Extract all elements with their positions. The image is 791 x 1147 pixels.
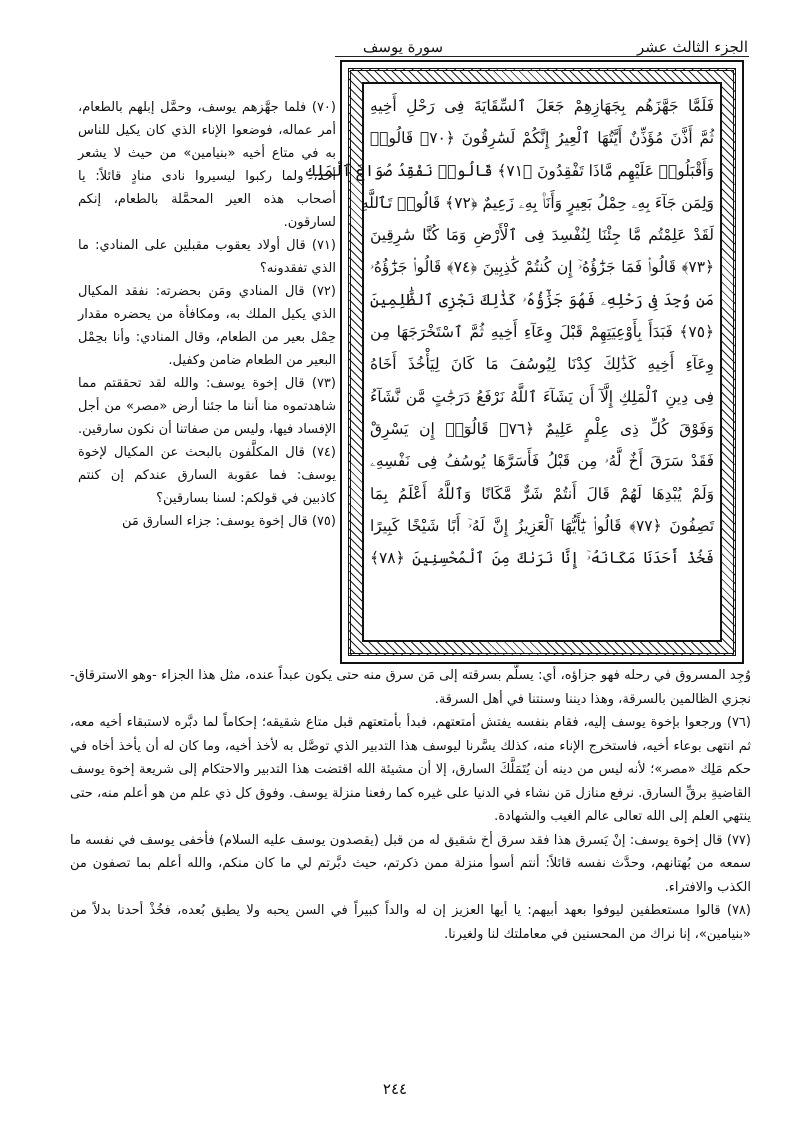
quran-line: وَلِمَن جَآءَ بِهِۦ حِمْلُ بَعِيرٍ وَأَنَا۠ بِهِۦ زَعِيمٌ ﴿٧٢﴾ قَالُوا۟ تَٱللَّهِ: [360, 193, 714, 212]
quran-line: ﴿٧٣﴾ قَالُوا۟ فَمَا جَزَٰٓؤُهُۥٓ إِن كُنتُمْ كَٰذِبِينَ ﴿٧٤﴾ قَالُوا۟ جَزَٰٓؤُهُۥ: [370, 258, 714, 277]
tafsir-paragraph: (٧٥) قال إخوة يوسف: جزاء السارق مَن: [121, 514, 336, 529]
juz-header: الجزء الثالث عشر: [636, 38, 748, 56]
quran-line: تَصِفُونَ ﴿٧٧﴾ قَالُوا۟ يَٰٓأَيُّهَا ٱلْعَزِيزُ إِنَّ لَهُۥٓ أَبًا شَيْخًا كَبِيرًا: [370, 516, 714, 535]
tafsir-paragraph: (٧٢) قال المنادي ومَن بحضرته: نفقد المكيال الذي يكيل الملك به، ومكافأة من يحضره مقدار حِمْل بعير من الطعام، وقال المنادي: وأنا بحِمْل البعير من الطعام ضامن وكفيل.: [78, 284, 336, 368]
quran-line: فَلَمَّا جَهَّزَهُم بِجَهَازِهِمْ جَعَلَ ٱلسِّقَايَةَ فِى رَحْلِ أَخِيهِ: [370, 97, 714, 115]
quran-line: وَأَقْبَلُوا۟ عَلَيْهِم مَّاذَا تَفْقِدُونَ ﴿٧١﴾ قَالُوا۟ نَفْقِدُ صُوَاعَ ٱلْمَلِكِ: [306, 161, 714, 180]
quran-line: وَفَوْقَ كُلِّ ذِى عِلْمٍ عَلِيمٌ ﴿٧٦﴾ قَالُوٓا۟ إِن يَسْرِقْ: [370, 419, 714, 438]
tafsir-paragraph: (٧٨) قالوا مستعطفين ليوفوا بعهد أبيهم: يا أيها العزيز إن له والداً كبيراً في السن يحبه ولا يطيق بُعده، فخُذْ أحدنا بدلاً من «بنيامين»، إنا نراك من المحسنين في معاملتك لنا ولغيرنا.: [70, 903, 751, 942]
quran-line: وَلَمْ يُبْدِهَا لَهُمْ قَالَ أَنتُمْ شَرٌّ مَّكَانًا وَٱللَّهُ أَعْلَمُ بِمَا: [370, 484, 714, 503]
quran-line: فِى دِينِ ٱلْمَلِكِ إِلَّآ أَن يَشَآءَ ٱللَّهُ نَرْفَعُ دَرَجَٰتٍ مَّن نَّشَآءُ: [370, 387, 714, 406]
quran-line: ﴿٧٥﴾ فَبَدَأَ بِأَوْعِيَتِهِمْ قَبْلَ وِعَآءِ أَخِيهِ ثُمَّ ٱسْتَخْرَجَهَا مِن: [370, 323, 714, 342]
tafsir-paragraph: (٧١) قال أولاد يعقوب مقبلين على المنادي: ما الذي تفقدونه؟: [78, 238, 336, 276]
tafsir-paragraph: (٧٠) فلما جهَّزهم يوسف، وحمَّل إبلهم بالطعام، أمر عماله، فوضعوا الإناء الذي كان يكيل للناس به في متاع أخيه «بنيامين» من حيث لا يشعر أحد، ولما ركبوا ليسيروا نادى منادٍ قائلاً: يا أصحاب هذه العير المحمَّلة بالطعام، إنكم لسارقون.: [78, 100, 336, 230]
tafsir-side-column: [78, 96, 336, 533]
page-number: ٢٤٤: [382, 1080, 408, 1098]
quran-line: ثُمَّ أَذَّنَ مُؤَذِّنٌ أَيَّتُهَا ٱلْعِيرُ إِنَّكُمْ لَسَٰرِقُونَ ﴿٧٠﴾ قَالُوا۟: [370, 129, 714, 148]
quran-line: وِعَآءِ أَخِيهِ كَذَٰلِكَ كِدْنَا لِيُوسُفَ مَا كَانَ لِيَأْخُذَ أَخَاهُ: [370, 355, 714, 374]
quran-text-block: [306, 82, 722, 642]
header-rule: [335, 56, 749, 57]
quran-line: مَن وُجِدَ فِى رَحْلِهِۦ فَهُوَ جَزَٰٓؤُهُۥ كَذَٰلِكَ نَجْزِى ٱلظَّٰلِمِينَ: [370, 290, 714, 309]
quran-line: فَخُذْ أَحَدَنَا مَكَانَهُۥٓ إِنَّا نَرَىٰكَ مِنَ ٱلْمُحْسِنِينَ ﴿٧٨﴾: [370, 549, 714, 568]
tafsir-paragraph: (٧٧) قال إخوة يوسف: إنْ يَسرق هذا فقد سرق أخ شقيق له من قبل (يقصدون يوسف عليه السلام) فأخفى يوسف في نفسه ما سمعه من بُهتانهم، وحدَّث نفسه قائلاً: أنتم أسوأ منزلة ممن ذكرتم، حيث دبَّرتم لي ما كان منكم، والله أعلم بما تصفون من الكذب والافتراء.: [70, 832, 751, 895]
quran-frame: [306, 60, 744, 664]
tafsir-paragraph: (٧٣) قال إخوة يوسف: والله لقد تحققتم مما شاهدتموه منا أننا ما جئنا أرض «مصر» من أجل الإفساد فيها، وليس من صفاتنا أن نكون سارقين.: [78, 376, 336, 437]
tafsir-paragraph: وُجِد المسروق في رحله فهو جزاؤه، أي: يسلَّم بسرقته إلى مَن سرق منه حتى يكون عبداً عنده، مثل هذا الجزاء -وهو الاسترقاق- نجزي الظالمين بالسرقة، وهذا ديننا وسنتنا في أهل السرقة.: [70, 668, 751, 707]
quran-line: لَقَدْ عَلِمْتُم مَّا جِئْنَا لِنُفْسِدَ فِى ٱلْأَرْضِ وَمَا كُنَّا سَٰرِقِينَ: [370, 226, 714, 245]
quran-line: فَقَدْ سَرَقَ أَخٌ لَّهُۥ مِن قَبْلُ فَأَسَرَّهَا يُوسُفُ فِى نَفْسِهِۦ: [370, 452, 714, 471]
tafsir-full-width: [70, 664, 751, 946]
surah-header: سورة يوسف: [362, 38, 444, 56]
tafsir-paragraph: (٧٦) ورجعوا بإخوة يوسف إليه، فقام بنفسه يفتش أمتعتهم، فبدأ بأمتعتهم قبل متاع شقيقه؛ إحكاماً لما دبَّره لاستبقاء أخيه معه، ثم انتهى بوعاء أخيه، فاستخرج الإناء منه، كذلك يسَّرنا ليوسف هذا التدبير الذي توصَّل به لأخذ أخيه، وما كان له أن يأخذ أخاه في حكم مَلِك «مصر»؛ لأنه ليس من دينه أن يُتَمَلَّكَ السارق، إلا أن مشيئة الله اقتضت هذا التدبير والاحتكام إلى شريعة إخوة يوسف القاضيةِ برقِّ السارق. نرفع منازل مَن نشاء في الدنيا على غيره كما رفعنا منزلة يوسف. وفوق كل ذي علم من هو أعلم منه، حتى ينتهي العلم إلى الله تعالى عالم الغيب والشهادة.: [70, 715, 751, 824]
tafsir-paragraph: (٧٤) قال المكلَّفون بالبحث عن المكيال لإخوة يوسف: فما عقوبة السارق عندكم إن كنتم كاذبين في قولكم: لسنا بسارقين؟: [78, 445, 336, 506]
